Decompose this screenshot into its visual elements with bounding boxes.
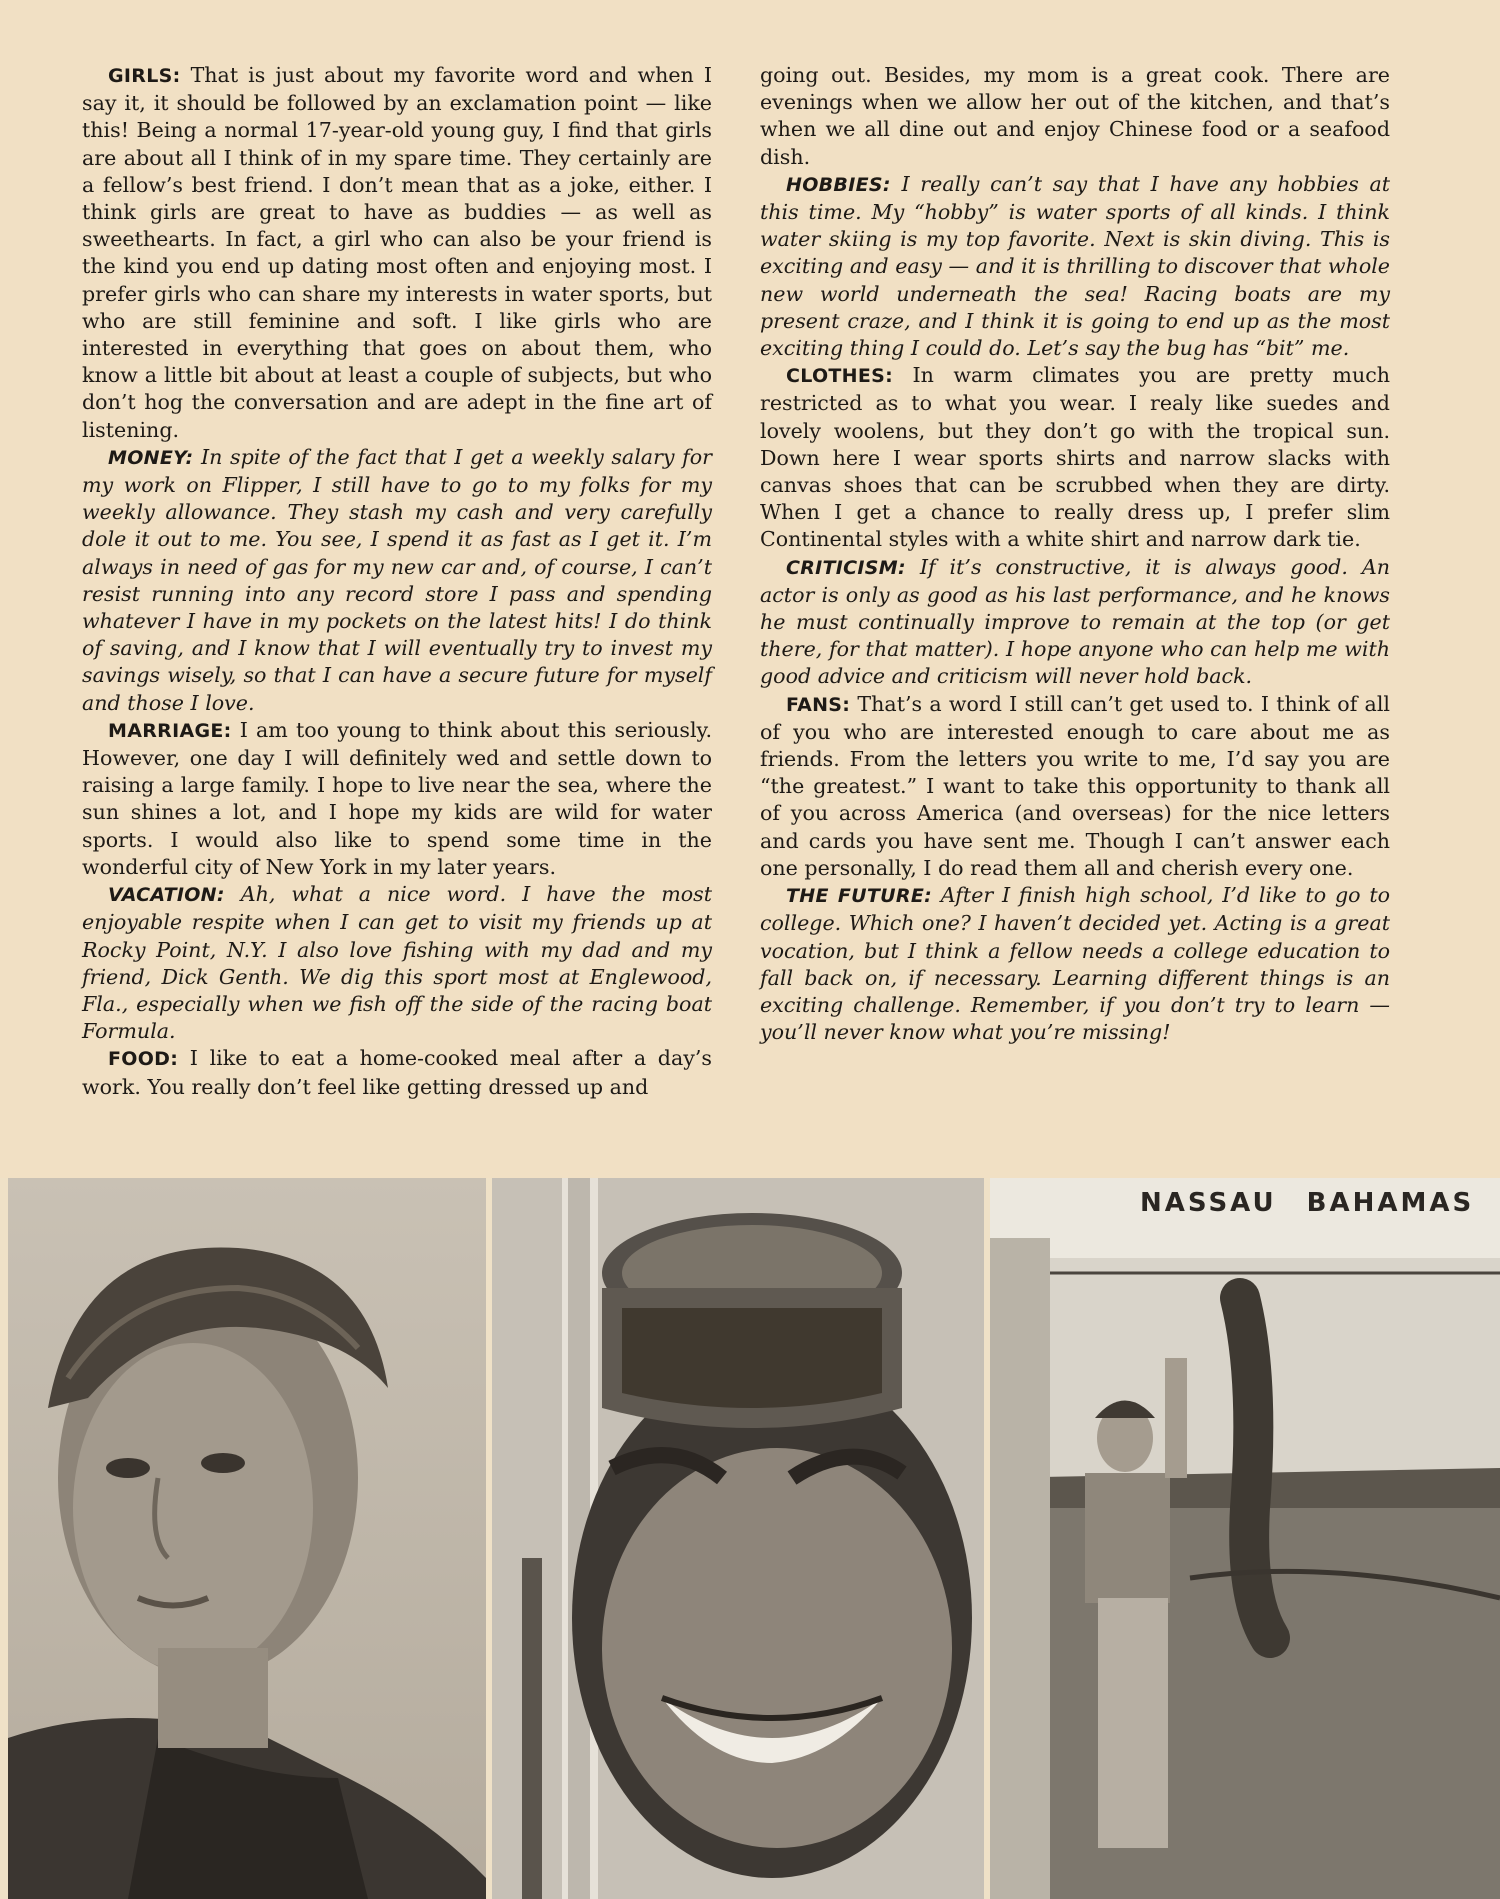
body-marriage: I am too young to think about this seriously. However, one day I will definitely wed and settle down to raising a large family. I hope to live near the sea, where the sun shines a lot, and I hope my kids are wild for water sports. I would also like to spend some time in the wonderful city of New York in my later years. [82,717,712,879]
section-food [82,1045,712,1100]
heading-clothes: CLOTHES: [786,365,894,388]
heading-fans: FANS: [786,693,851,716]
nassau-bahamas-sign: NASSAU BAHAMAS [1140,1188,1475,1218]
photo-portrait-profile [8,1178,486,1899]
heading-girls: GIRLS: [108,65,181,87]
section-girls [82,62,712,444]
section-vacation [82,881,712,1045]
heading-food: FOOD: [108,1048,179,1071]
section-hobbies [760,171,1390,362]
section-fans [760,691,1390,882]
body-vacation: Ah, what a nice word. I have the most enjoyable respite when I can get to visit my friends up at Rocky Point, N.Y. I also love fishing with my dad and my friend, Dick Genth. We dig this sport most at Englewood, Fla., especially when we fish off the side of the racing boat Formula. [82,882,713,1044]
section-the-future [760,882,1390,1046]
heading-marriage: MARRIAGE: [108,719,232,742]
section-marriage [82,717,712,881]
text-column-right [760,62,1390,1046]
body-criticism: If it’s constructive, it is always good. An actor is only as good as his last performance, and he knows he must continually improve to remain at the top (or get there, for that matter). I hope anyone who can help me with good advice and criticism will never hold back. [760,554,1390,689]
body-hobbies: I really can’t say that I have any hobbies at this time. My “hobby” is water sports of all kinds. I think water skiing is my top favorite. Next is skin diving. This is exciting and easy — and it is thrilling to discover that whole new world underneath the sea! Racing boats are my present craze, and I think it is going to end up as the most exciting thing I could do. Let’s say the bug has “bit” me. [760,171,1391,361]
body-money: In spite of the fact that I get a weekly salary for my work on Flipper, I still have to go to my folks for my weekly allowance. They stash my cash and very carefully dole it out to me. You see, I spend it as fast as I get it. I’m always in need of gas for my new car and, of course, I can’t resist running into any record store I pass and spending whatever I have in my pockets on the latest hits! I do think of saving, and I know that I will eventually try to invest my savings wisely, so that I can have a secure future for myself and those I love. [82,444,713,715]
body-clothes: In warm climates you are pretty much restricted as to what you wear. I realy like suedes and lovely woolens, but they don’t go with the tropical sun. Down here I wear sports shirts and narrow slacks with canvas shoes that can be scrubbed when they are dirty. When I get a chance to really dress up, I prefer slim Continental styles with a white shirt and narrow dark tie. [760,363,1391,552]
heading-money: MONEY: [108,446,194,469]
photo-diving-mask [492,1178,984,1899]
photo-nassau-fishing [990,1178,1500,1899]
section-food-continued [760,62,1390,171]
text-column-left [82,62,712,1101]
body-fans: That’s a word I still can’t get used to. I think of all of you who are interested enough to care about me as friends. From the letters you write to me, I’d say you are “the greatest.” I want to take this opportunity to thank all of you across America (and overseas) for the nice letters and cards you have sent me. Though I can’t answer each one personally, I do read them all and cherish every one. [760,691,1390,880]
heading-criticism: CRITICISM: [786,556,906,579]
heading-vacation: VACATION: [108,884,225,907]
section-clothes [760,362,1390,553]
section-money [82,444,712,717]
body-the-future: After I finish high school, I’d like to go to college. Which one? I haven’t decided yet. Acting is a great vocation, but I think a fellow needs a college education to fall back on, if necessary. Learning different things is an exciting challenge. Remember, if you don’t try to learn — you’ll never know what you’re missing! [760,883,1390,1045]
heading-the-future: THE FUTURE: [786,885,932,908]
body-food: I like to eat a home-cooked meal after a day’s work. You really don’t feel like getting dressed up and [82,1046,712,1099]
photo-strip [0,1178,1500,1899]
body-food-continued: going out. Besides, my mom is a great cook. There are evenings when we allow her out of the kitchen, and that’s when we all dine out and enjoy Chinese food or a seafood dish. [760,63,1390,169]
section-criticism [760,554,1390,691]
heading-hobbies: HOBBIES: [786,173,891,196]
body-girls: That is just about my favorite word and when I say it, it should be followed by an exclamation point — like this! Being a normal 17-year-old young guy, I find that girls are about all I think of in my spare time. They certainly are a fellow’s best friend. I don’t mean that as a joke, either. I think girls are great to have as buddies — as well as sweethearts. In fact, a girl who can also be your friend is the kind you end up dating most often and enjoying most. I prefer girls who can share my interests in water sports, but who are still feminine and soft. I like girls who are interested in everything that goes on about them, who know a little bit about at least a couple of subjects, but who don’t hog the conversation and are adept in the fine art of listening. [82,63,713,442]
